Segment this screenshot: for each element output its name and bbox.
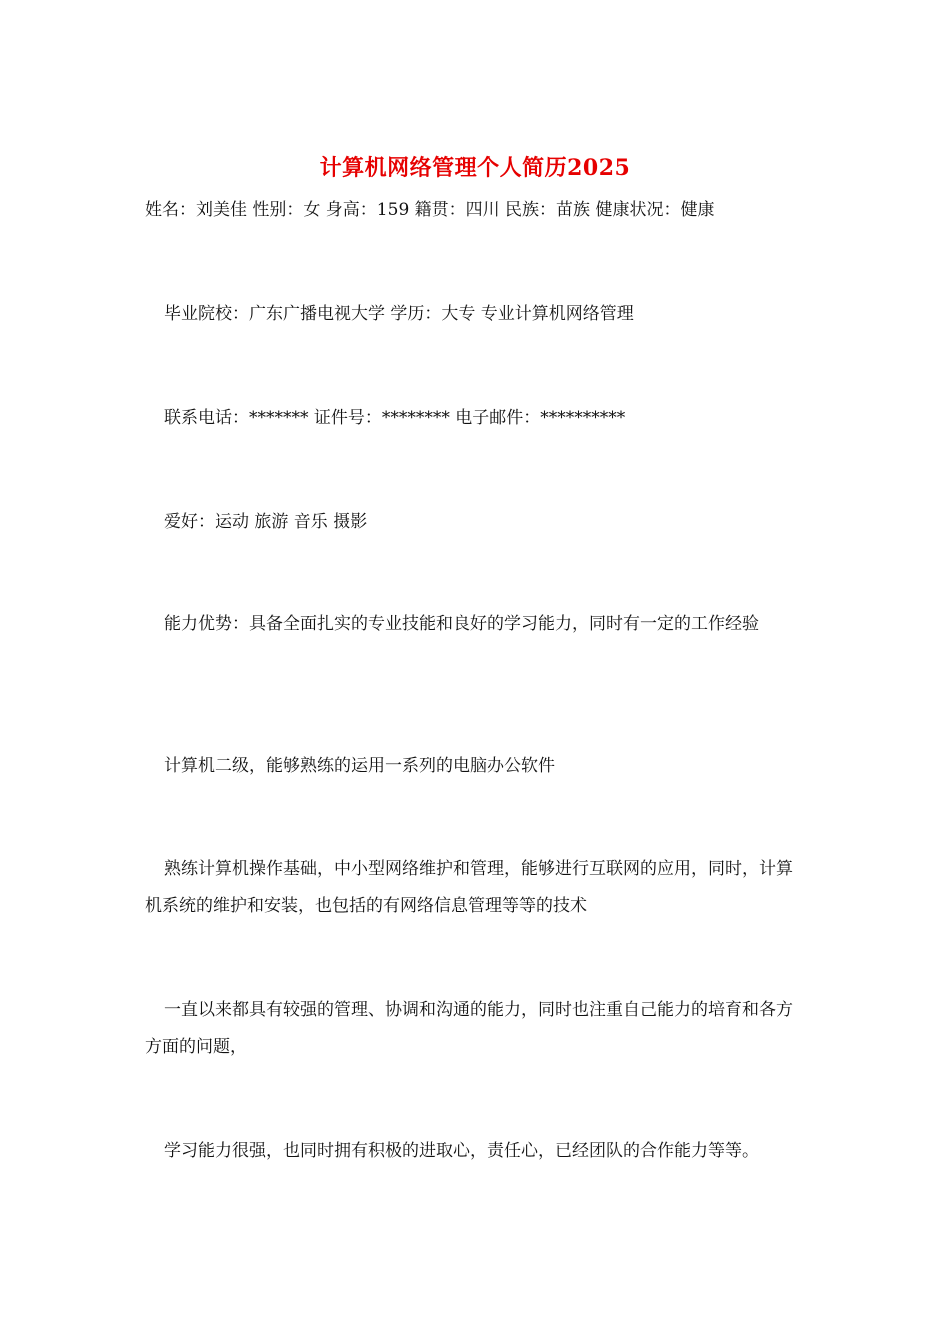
technical-skills-paragraph: 熟练计算机操作基础，中小型网络维护和管理，能够进行互联网的应用，同时，计算机系统的维护和安装，也包括的有网络信息管理等等的技术 xyxy=(145,859,793,916)
hobbies-line: 爱好：运动 旅游 音乐 摄影 xyxy=(164,512,368,532)
management-paragraph: 一直以来都具有较强的管理、协调和沟通的能力，同时也注重自己能力的培育和各方方面的问题， xyxy=(145,1000,793,1057)
resume-title: 计算机网络管理个人简历2025 xyxy=(319,155,631,181)
education-line: 毕业院校：广东广播电视大学 学历：大专 专业计算机网络管理 xyxy=(164,304,634,324)
contact-line: 联系电话：******* 证件号：******** 电子邮件：********** xyxy=(164,408,626,428)
computer-level-line: 计算机二级，能够熟练的运用一系列的电脑办公软件 xyxy=(164,756,555,776)
basic-info-line: 姓名：刘美佳 性别：女 身高：159 籍贯：四川 民族：苗族 健康状况：健康 xyxy=(145,200,715,220)
strengths-paragraph: 能力优势：具备全面扎实的专业技能和良好的学习能力，同时有一定的工作经验 xyxy=(164,614,759,634)
learning-paragraph: 学习能力很强，也同时拥有积极的进取心，责任心，已经团队的合作能力等等。 xyxy=(164,1141,759,1161)
